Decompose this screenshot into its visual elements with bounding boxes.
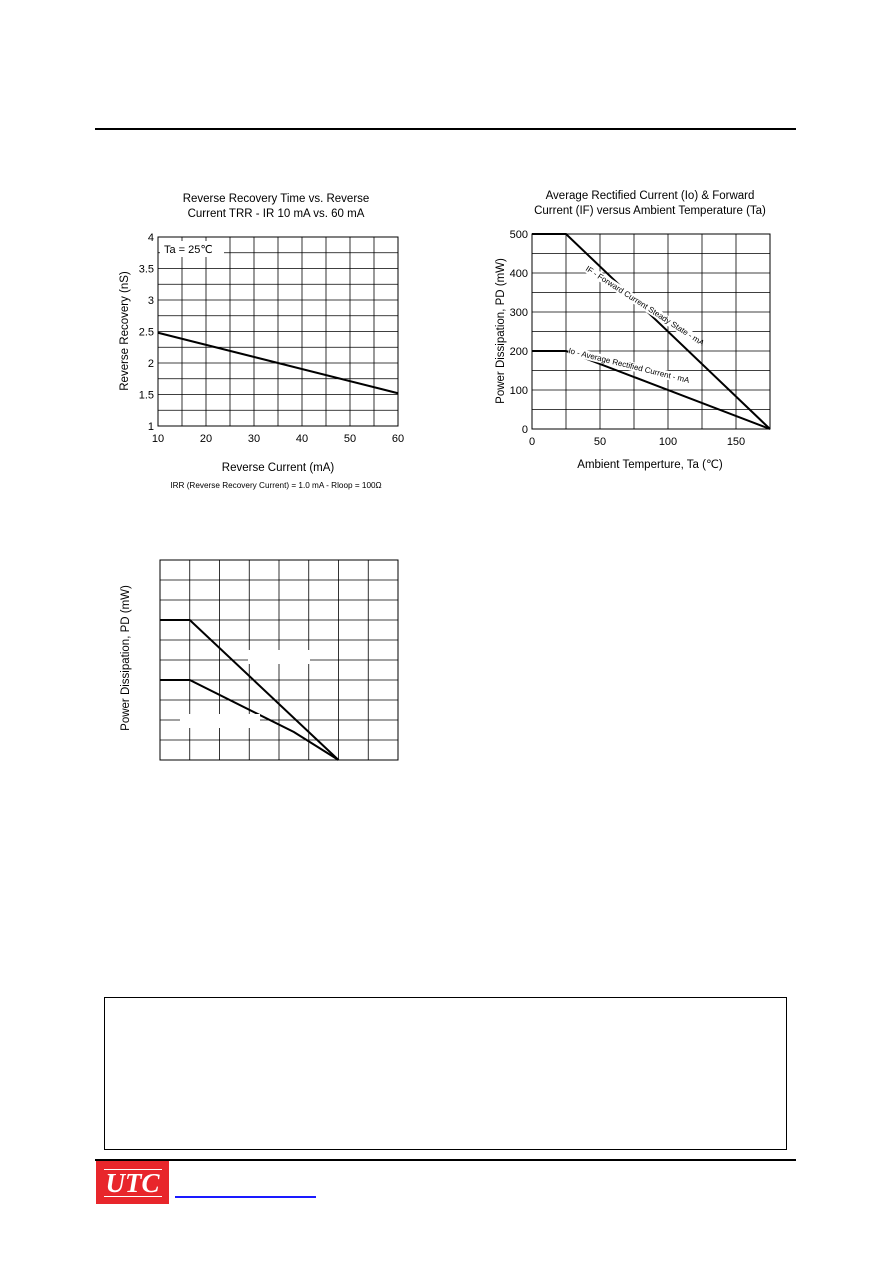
chart1-title-line1: Reverse Recovery Time vs. Reverse xyxy=(182,193,370,205)
c1-xtick-label: 40 xyxy=(295,433,309,445)
c2-ytick-label: 400 xyxy=(509,268,528,280)
c1-ytick-label: 1.5 xyxy=(138,389,154,402)
c1-ytick-label: 4 xyxy=(147,232,154,244)
chart2-xlabel: Ambient Temperture, Ta (℃) xyxy=(577,459,723,471)
c1-ytick-label: 1 xyxy=(147,421,154,433)
utc-logo-text: UTC xyxy=(105,1167,160,1198)
reverse-recovery-chart xyxy=(110,185,420,495)
chart1-footnote: IRR (Reverse Recovery Current) = 1.0 mA - Rloop = 100Ω xyxy=(170,481,382,490)
chart2-series2-label: Io - Average Rectified Current - mA xyxy=(567,346,691,386)
c1-ytick-label: 3 xyxy=(147,295,154,307)
c1-xtick-label: 50 xyxy=(343,433,357,445)
c1-ytick-label: 3.5 xyxy=(138,263,154,276)
c1-ytick-label: 2 xyxy=(147,358,154,370)
c2-ytick-label: 100 xyxy=(509,385,528,397)
c1-xtick-label: 20 xyxy=(199,433,213,445)
chart1-title-line2: Current TRR - IR 10 mA vs. 60 mA xyxy=(187,208,365,220)
utc-logo xyxy=(96,1161,169,1204)
header-rule xyxy=(95,128,796,130)
c1-xtick-label: 30 xyxy=(247,433,261,445)
chart3-mask-b xyxy=(180,714,260,728)
chart3-mask-a xyxy=(248,650,310,664)
c1-xtick-label: 60 xyxy=(391,433,405,445)
chart1-annotation: Ta = 25℃ xyxy=(164,244,213,256)
chart1-xlabel: Reverse Current (mA) xyxy=(221,462,335,474)
power-dissipation-chart xyxy=(488,183,788,483)
c2-xtick-label: 0 xyxy=(528,436,536,448)
c1-ytick-label: 2.5 xyxy=(138,326,154,339)
chart1-ylabel: Reverse Recovery (nS) xyxy=(119,271,131,391)
website-link-underline[interactable] xyxy=(175,1196,316,1198)
notice-box xyxy=(104,997,787,1150)
chart2-ylabel: Power Dissipation, PD (mW) xyxy=(495,258,507,404)
power-dissipation-chart-small xyxy=(110,550,410,770)
c2-ytick-label: 300 xyxy=(509,307,528,319)
chart2-title-line1: Average Rectified Current (Io) & Forward xyxy=(545,190,755,202)
chart2-series1-label: IF - Forward Current Steady State - mA xyxy=(583,264,706,348)
c2-xtick-label: 50 xyxy=(593,436,607,448)
c2-ytick-label: 0 xyxy=(521,424,528,436)
c2-xtick-label: 150 xyxy=(726,436,746,448)
c2-ytick-label: 500 xyxy=(509,229,528,241)
chart2-title-line2: Current (IF) versus Ambient Temperature (Ta) xyxy=(534,205,766,217)
c2-xtick-label: 100 xyxy=(658,436,678,448)
footer-rule xyxy=(95,1159,796,1161)
c1-xtick-label: 10 xyxy=(151,433,165,445)
chart3-ylabel: Power Dissipation, PD (mW) xyxy=(120,585,132,731)
c2-ytick-label: 200 xyxy=(509,346,528,358)
